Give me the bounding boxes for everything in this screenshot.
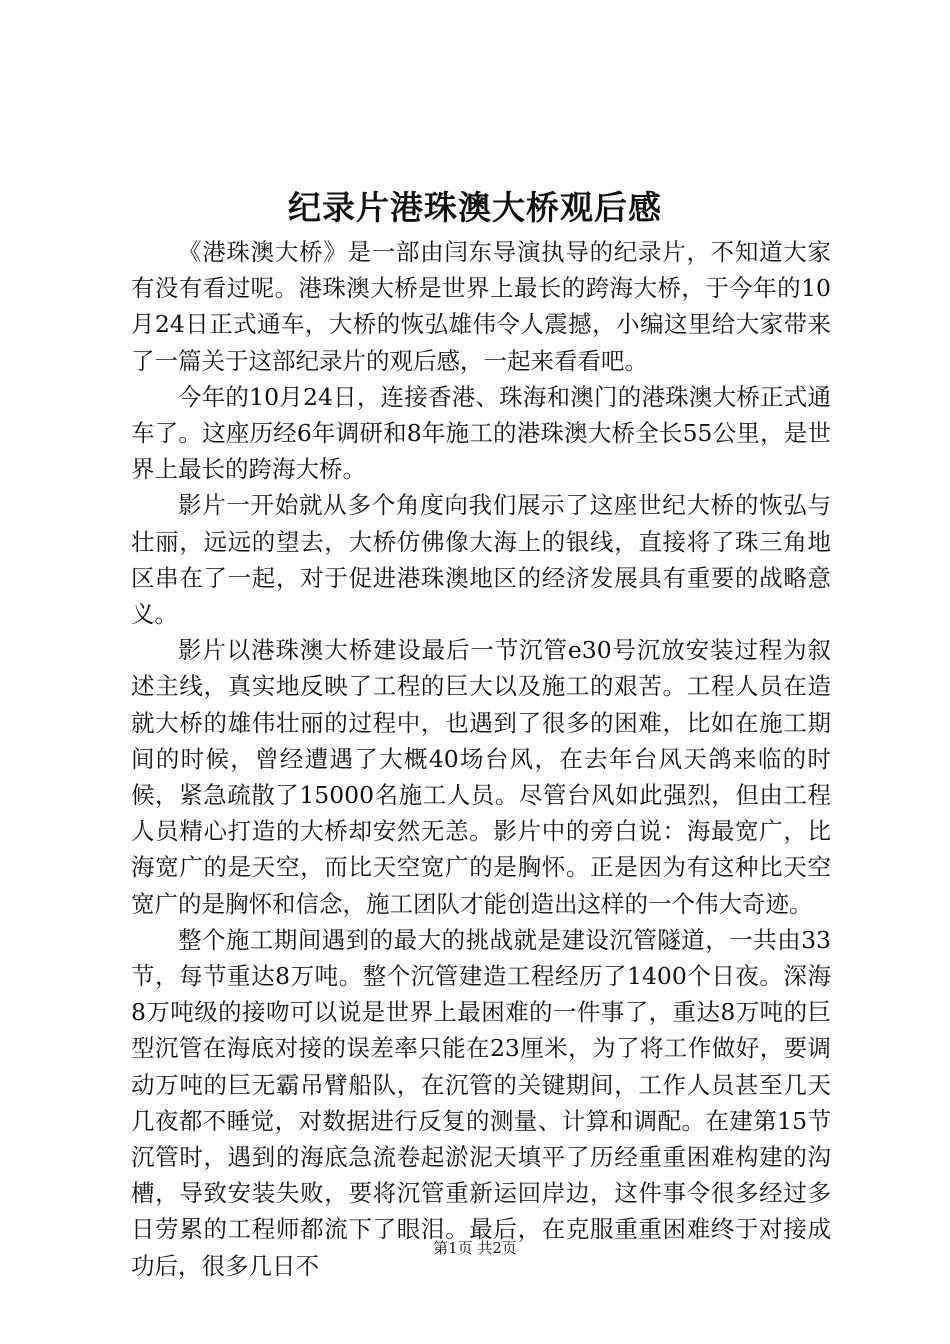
paragraph-5: 整个施工期间遇到的最大的挑战就是建设沉管隧道，一共由33节，每节重达8万吨。整个沉管建造工程经历了1400个日夜。深海8万吨级的接吻可以说是世界上最困难的一件事了，重达8万吨的巨型沉管在海底对接的误差率只能在23厘米，为了将工作做好，要调动万吨的巨无霸吊臂船队，在沉管的关键期间，工作人员甚至几天几夜都不睡觉，对数据进行反复的测量、计算和调配。在建第15节沉管时，遇到的海底急流卷起淤泥天填平了历经重重困难构建的沟槽，导致安装失败，要将沉管重新运回岸边，这件事令很多经过多日劳累的工程师都流下了眼泪。最后，在克服重重困难终于对接成功后，很多几日不 (131, 925, 831, 1280)
page-title: 纪录片港珠澳大桥观后感 (288, 188, 662, 227)
paragraph-4: 影片以港珠澳大桥建设最后一节沉管e30号沉放安装过程为叙述主线，真实地反映了工程的巨大以及施工的艰苦。工程人员在造就大桥的雄伟壮丽的过程中，也遇到了很多的困难，比如在施工期间的时候，曾经遭遇了大概40场台风，在去年台风天鸽来临的时候，紧急疏散了15000名施工人员。尽管台风如此强烈，但由工程人员精心打造的大桥却安然无恙。影片中的旁白说：海最宽广，比海宽广的是天空，而比天空宽广的是胸怀。正是因为有这种比天空宽广的是胸怀和信念，施工团队才能创造出这样的一个伟大奇迹。 (131, 636, 831, 918)
paragraph-2: 今年的10月24日，连接香港、珠海和澳门的港珠澳大桥正式通车了。这座历经6年调研和8年施工的港珠澳大桥全长55公里，是世界上最长的跨海大桥。 (131, 382, 831, 484)
article-body (131, 234, 831, 1284)
paragraph-3: 影片一开始就从多个角度向我们展示了这座世纪大桥的恢弘与壮丽，远远的望去，大桥仿佛像大海上的银线，直接将了珠三角地区串在了一起，对于促进港珠澳地区的经济发展具有重要的战略意义。 (131, 491, 831, 629)
paragraph-1: 《港珠澳大桥》是一部由闫东导演执导的纪录片，不知道大家有没有看过呢。港珠澳大桥是世界上最长的跨海大桥，于今年的10月24日正式通车，大桥的恢弘雄伟令人震撼，小编这里给大家带来了一篇关于这部纪录片的观后感，一起来看看吧。 (131, 238, 831, 375)
page-number-footer: 第1页 共2页 (433, 1239, 517, 1257)
